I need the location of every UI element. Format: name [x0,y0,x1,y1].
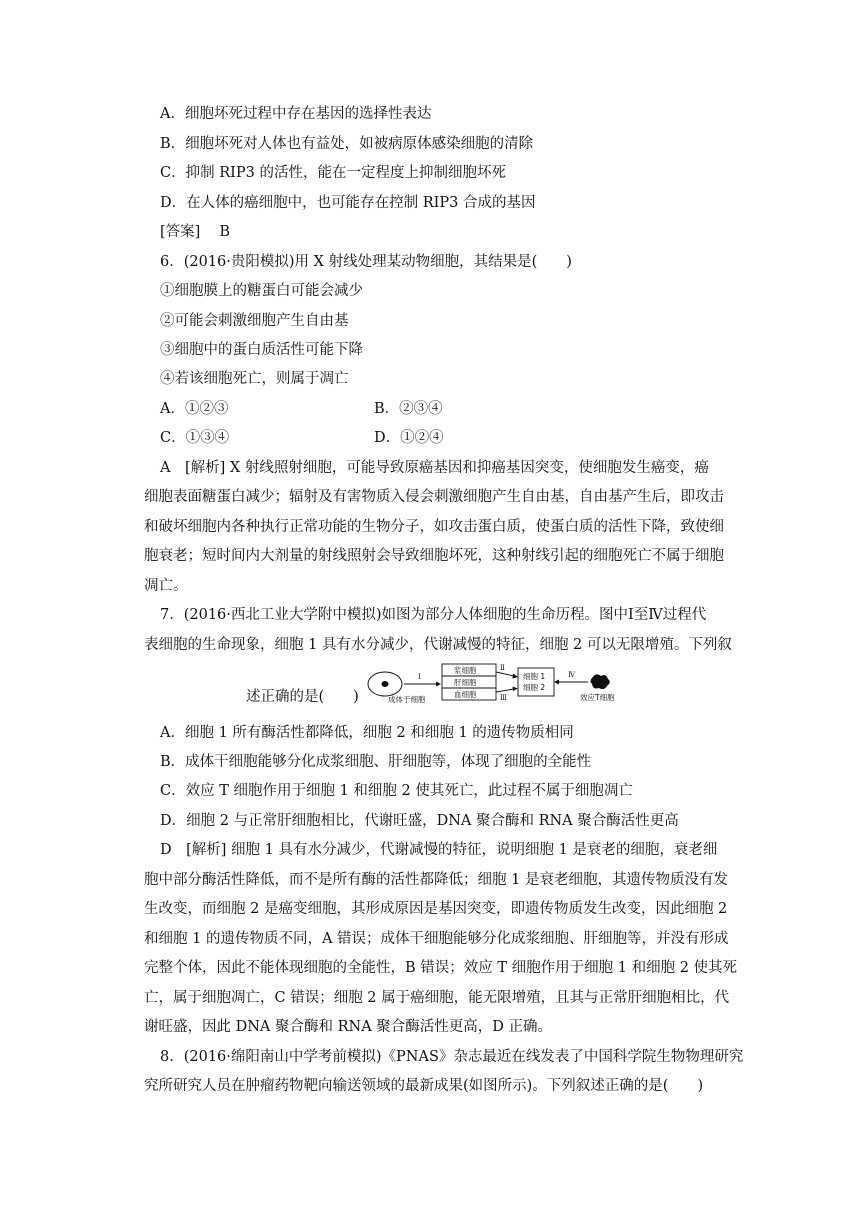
q6-stem: 6．(2016·贵阳模拟)用 X 射线处理某动物细胞，其结果是( ) [160,254,572,270]
arrow-4-head [554,680,559,685]
q5-option-c: C．抑制 RIP3 的活性，能在一定程度上抑制细胞坏死 [160,165,506,181]
q7-stem-line: 表细胞的生命现象，细胞 1 具有水分减少，代谢减慢的特征，细胞 2 可以无限增殖。下列叙 [144,637,732,653]
q7-analysis-line: 和细胞 1 的遗传物质不同，A 错误；成体干细胞能够分化成浆细胞、肝细胞等，并没有形成 [144,931,729,947]
q7-stem-line: 述正确的是( ) [246,689,359,705]
q7-analysis-line: 生改变，而细胞 2 是癌变细胞，其形成原因是基因突变，即遗传物质发生改变，因此细胞 2 [144,901,728,917]
q5-answer: [答案] B [160,224,231,240]
cell-1-label: 细胞 1 [523,672,546,681]
q5-option-d: D．在人体的癌细胞中，也可能存在控制 RIP3 合成的基因 [160,195,536,211]
q6-analysis-line: 细胞表面糖蛋白减少；辐射及有害物质入侵会刺激细胞产生自由基，自由基产生后，即攻击 [144,489,724,505]
q7-analysis-line: 胞中部分酶活性降低，而不是所有酶的活性都降低；细胞 1 是衰老细胞，其遗传物质没有发 [144,872,728,888]
step-3-label: Ⅲ [500,694,507,702]
arrow-3-head [513,687,519,692]
box-blood-cell-label: 血细胞 [454,690,477,699]
q8-stem-line: 8．(2016·绵阳南山中学考前模拟)《PNAS》杂志最近在线发表了中国科学院生物物理研究 [160,1049,744,1065]
arrow-2-head [513,674,519,679]
step-2-label: Ⅱ [500,664,505,672]
q6-analysis-line: 胞衰老；短时间内大剂量的射线照射会导致细胞坏死，这种射线引起的细胞死亡不属于细胞 [144,548,724,564]
q5-option-b: B．细胞坏死对人体也有益处，如被病原体感染细胞的清除 [160,136,534,152]
q6-analysis-line: 凋亡。 [144,578,188,594]
stem-cell-nucleus [382,681,389,687]
q7-analysis-line: 谢旺盛，因此 DNA 聚合酶和 RNA 聚合酶活性更高，D 正确。 [144,1019,553,1035]
arrow-2 [496,672,514,676]
arrow-3 [496,689,514,692]
q7-analysis-line: 完整个体，因此不能体现细胞的全能性，B 错误；效应 T 细胞作用于细胞 1 和细胞 2 使其死 [144,960,738,976]
q6-item-4: ④若该细胞死亡，则属于凋亡 [160,371,349,387]
q6-item-2: ②可能会刺激细胞产生自由基 [160,313,349,329]
effector-t-cell-label: 效应T细胞 [580,693,615,702]
q6-analysis-line: 和破坏细胞内各种执行正常功能的生物分子，如攻击蛋白质，使蛋白质的活性下降，致使细 [144,519,724,535]
cell-lifecycle-diagram [350,662,630,706]
q7-option-b: B．成体干细胞能够分化成浆细胞、肝细胞等，体现了细胞的全能性 [160,754,592,770]
step-4-label: Ⅳ [568,671,575,679]
effector-t-cell-shape [591,674,610,689]
q7-option-a: A．细胞 1 所有酶活性都降低，细胞 2 和细胞 1 的遗传物质相同 [160,725,574,741]
q8-stem-line: 究所研究人员在肿瘤药物靶向输送领域的最新成果(如图所示)。下列叙述正确的是( ) [144,1078,704,1094]
q6-analysis-line: A [解析] X 射线照射细胞，可能导致原癌基因和抑癌基因突变，使细胞发生癌变，癌 [160,460,709,476]
arrow-1-head [436,682,441,687]
q7-option-d: D．细胞 2 与正常肝细胞相比，代谢旺盛，DNA 聚合酶和 RNA 聚合酶活性更高 [160,813,679,829]
stem-cell-label: 成体干细胞 [388,695,426,704]
q7-analysis-line: D [解析] 细胞 1 具有水分减少，代谢减慢的特征，说明细胞 1 是衰老的细胞，衰老细 [160,842,718,858]
box-plasma-cell-label: 浆细胞 [454,666,477,675]
q7-stem-line: 7．(2016·西北工业大学附中模拟)如图为部分人体细胞的生命历程。图中Ⅰ至Ⅳ过程代 [160,607,707,623]
q7-analysis-line: 亡，属于细胞凋亡，C 错误；细胞 2 属于癌细胞，能无限增殖，且其与正常肝细胞相比，代 [144,990,730,1006]
q6-option-d: D．①②④ [374,430,444,446]
cell-2-label: 细胞 2 [523,683,546,692]
q6-option-c: C．①③④ [160,430,230,446]
q5-option-a: A．细胞坏死过程中存在基因的选择性表达 [160,106,432,122]
step-1-label: Ⅰ [418,673,421,681]
diagram-svg [350,662,630,706]
q6-option-a: A．①②③ [160,401,229,417]
box-liver-cell-label: 肝细胞 [454,678,477,687]
q6-item-1: ①细胞膜上的糖蛋白可能会减少 [160,283,363,299]
q7-option-c: C．效应 T 细胞作用于细胞 1 和细胞 2 使其死亡，此过程不属于细胞凋亡 [160,783,633,799]
q6-option-b: B．②③④ [374,401,443,417]
q6-item-3: ③细胞中的蛋白质活性可能下降 [160,342,363,358]
